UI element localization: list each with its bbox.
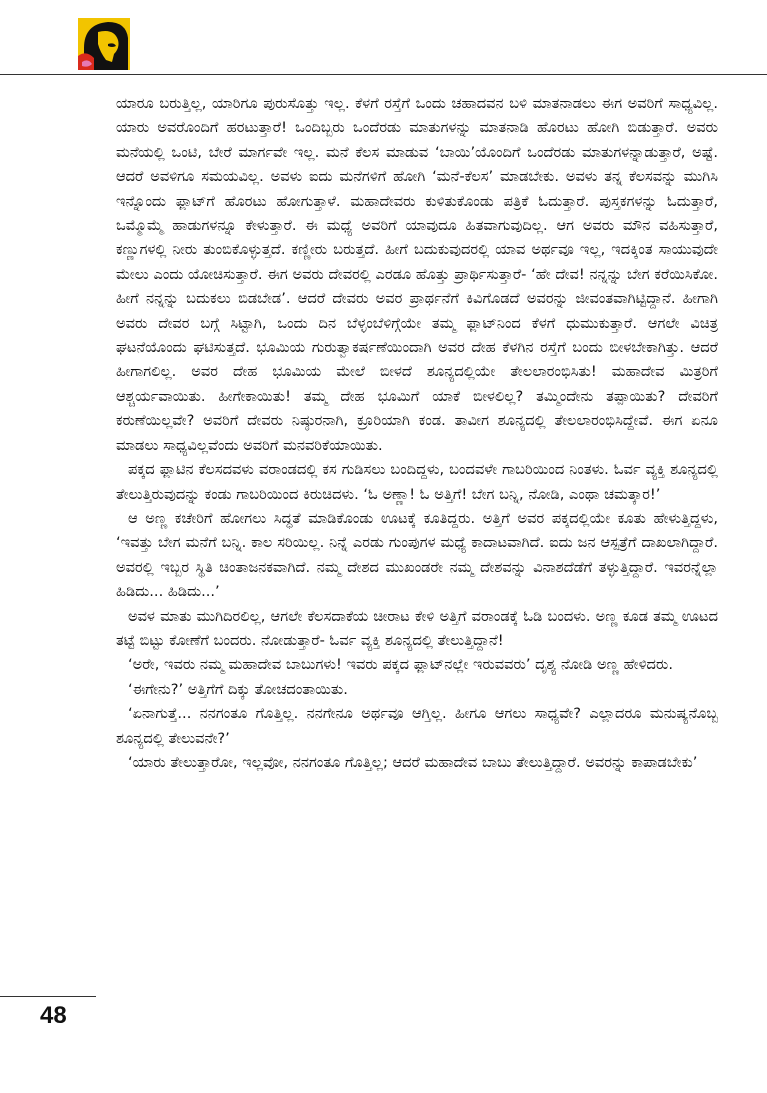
woman-profile-logo-icon <box>78 18 130 70</box>
article-paragraph: ಪಕ್ಕದ ಫ್ಲಾಟಿನ ಕೆಲಸದವಳು ವರಾಂಡದಲ್ಲಿ ಕಸ ಗುಡಿಸಲು ಬಂದಿದ್ದಳು, ಬಂದವಳೇ ಗಾಬರಿಯಿಂದ ನಿಂತಳು. ಓರ್ವ ವ್ಯಕ್ತಿ ಶೂನ್ಯದಲ್ಲಿ ತೇಲುತ್ತಿರುವುದನ್ನು ಕಂಡು ಗಾಬರಿಯಿಂದ ಕಿರುಚಿದಳು. ‘ಓ ಅಣ್ಣಾ! ಓ ಅತ್ತಿಗೆ! ಬೇಗ ಬನ್ನಿ, ನೋಡಿ, ಎಂಥಾ ಚಮತ್ಕಾರ!’ <box>116 461 718 503</box>
article-paragraph: ‘ಅರೇ, ಇವರು ನಮ್ಮ ಮಹಾದೇವ ಬಾಬುಗಳು! ಇವರು ಪಕ್ಕದ ಫ್ಲಾಟ್‌ನಲ್ಲೇ ಇರುವವರು’ ದೃಶ್ಯ ನೋಡಿ ಅಣ್ಣ ಹೇಳಿದರು. <box>128 656 673 674</box>
article-paragraph: ‘ಯಾರು ತೇಲುತ್ತಾರೋ, ಇಲ್ಲವೋ, ನನಗಂತೂ ಗೊತ್ತಿಲ್ಲ; ಆದರೆ ಮಹಾದೇವ ಬಾಬು ತೇಲುತ್ತಿದ್ದಾರೆ. ಅವರನ್ನು ಕಾಪಾಡಬೇಕು’ <box>128 753 698 771</box>
article-paragraph: ಆ ಅಣ್ಣ ಕಚೇರಿಗೆ ಹೋಗಲು ಸಿದ್ಧತೆ ಮಾಡಿಕೊಂಡು ಊಟಕ್ಕೆ ಕೂತಿದ್ದರು. ಅತ್ತಿಗೆ ಅವರ ಪಕ್ಕದಲ್ಲಿಯೇ ಕೂತು ಹೇಳುತ್ತಿದ್ದಳು, ‘ಇವತ್ತು ಬೇಗ ಮನೆಗೆ ಬನ್ನಿ. ಕಾಲ ಸರಿಯಿಲ್ಲ. ನಿನ್ನೆ ಎರಡು ಗುಂಪುಗಳ ಮಧ್ಯೆ ಕಾದಾಟವಾಗಿದೆ. ಐದು ಜನ ಆಸ್ಪತ್ರೆಗೆ ದಾಖಲಾಗಿದ್ದಾರೆ. ಅವರಲ್ಲಿ ಇಬ್ಬರ ಸ್ಥಿತಿ ಚಿಂತಾಜನಕವಾಗಿದೆ. ನಮ್ಮ ದೇಶದ ಮುಖಂಡರೇ ನಮ್ಮ ದೇಶವನ್ನು ವಿನಾಶದೆಡೆಗೆ ತಳ್ಳುತ್ತಿದ್ದಾರೆ. ಇವರನ್ನೆಲ್ಲಾ ಹಿಡಿದು... ಹಿಡಿದು...’ <box>116 509 718 601</box>
article-paragraph: ಯಾರೂ ಬರುತ್ತಿಲ್ಲ, ಯಾರಿಗೂ ಪುರುಸೊತ್ತು ಇಲ್ಲ. ಕೆಳಗೆ ರಸ್ತೆಗೆ ಒಂದು ಚಹಾದವನ ಬಳಿ ಮಾತನಾಡಲು ಈಗ ಅವರಿಗೆ ಸಾಧ್ಯವಿಲ್ಲ. ಯಾರು ಅವರೊಂದಿಗೆ ಹರಟುತ್ತಾರೆ! ಒಂದಿಬ್ಬರು ಒಂದೆರಡು ಮಾತುಗಳನ್ನು ಮಾತನಾಡಿ ಹೊರಟು ಹೋಗಿ ಬಿಡುತ್ತಾರೆ. ಅವರು ಮನೆಯಲ್ಲಿ ಒಂಟಿ, ಬೇರೆ ಮಾರ್ಗವೇ ಇಲ್ಲ. ಮನೆ ಕೆಲಸ ಮಾಡುವ ‘ಬಾಯಿ’ಯೊಂದಿಗೆ ಒಂದೆರಡು ಮಾತುಗಳನ್ನಾಡುತ್ತಾರೆ, ಅಷ್ಟೆ. ಆದರೆ ಅವಳಿಗೂ ಸಮಯವಿಲ್ಲ. ಅವಳು ಐದು ಮನೆಗಳಿಗೆ ಹೋಗಿ ‘ಮನೆ-ಕೆಲಸ’ ಮಾಡಬೇಕು. ಅವಳು ತನ್ನ ಕೆಲಸವನ್ನು ಮುಗಿಸಿ ಇನ್ನೊಂದು ಫ್ಲಾಟ್‌ಗೆ ಹೊರಟು ಹೋಗುತ್ತಾಳೆ. ಮಹಾದೇವರು ಕುಳಿತುಕೊಂಡು ಪತ್ರಿಕೆ ಓದುತ್ತಾರೆ. ಪುಸ್ತಕಗಳನ್ನು ಓದುತ್ತಾರೆ, ಒಮ್ಮೊಮ್ಮೆ ಹಾಡುಗಳನ್ನೂ ಕೇಳುತ್ತಾರೆ. ಈ ಮಧ್ಯೆ ಅವರಿಗೆ ಯಾವುದೂ ಹಿತವಾಗುವುದಿಲ್ಲ. ಆಗ ಅವರು ಮೌನ ವಹಿಸುತ್ತಾರೆ, ಕಣ್ಣುಗಳಲ್ಲಿ ನೀರು ತುಂಬಿಕೊಳ್ಳುತ್ತದೆ. ಕಣ್ಣೀರು ಬರುತ್ತದೆ. ಹೀಗೆ ಬದುಕುವುದರಲ್ಲಿ ಯಾವ ಅರ್ಥವೂ ಇಲ್ಲ, ಇದಕ್ಕಿಂತ ಸಾಯುವುದೇ ಮೇಲು ಎಂದು ಯೋಚಿಸುತ್ತಾರೆ. ಈಗ ಅವರು ದೇವರಲ್ಲಿ ಎರಡೂ ಹೊತ್ತು ಪ್ರಾರ್ಥಿಸುತ್ತಾರೆ- ‘ಹೇ ದೇವ! ನನ್ನನ್ನು ಬೇಗ ಕರೆಯಿಸಿಕೋ. ಹೀಗೆ ನನ್ನನ್ನು ಬದುಕಲು ಬಿಡಬೇಡ’. ಆದರೆ ದೇವರು ಅವರ ಪ್ರಾರ್ಥನೆಗೆ ಕಿವಿಗೊಡದೆ ಅವರನ್ನು ಜೀವಂತವಾಗಿಟ್ಟಿದ್ದಾನೆ. ಹೀಗಾಗಿ ಅವರು ದೇವರ ಬಗ್ಗೆ ಸಿಟ್ಟಾಗಿ, ಒಂದು ದಿನ ಬೆಳ್ಳಂಬೆಳಿಗ್ಗೆಯೇ ತಮ್ಮ ಫ್ಲಾಟ್‌ನಿಂದ ಕೆಳಗೆ ಧುಮುಕುತ್ತಾರೆ. ಆಗಲೇ ವಿಚಿತ್ರ ಘಟನೆಯೊಂದು ಘಟಿಸುತ್ತದೆ. ಭೂಮಿಯ ಗುರುತ್ವಾಕರ್ಷಣೆಯಿಂದಾಗಿ ಅವರ ದೇಹ ಕೆಳಗಿನ ರಸ್ತೆಗೆ ಬಂದು ಬೀಳಬೇಕಾಗಿತ್ತು. ಆದರೆ ಹೀಗಾಗಲಿಲ್ಲ. ಅವರ ದೇಹ ಭೂಮಿಯ ಮೇಲೆ ಬೀಳದೆ ಶೂನ್ಯದಲ್ಲಿಯೇ ತೇಲಲಾರಂಭಿಸಿತು! ಮಹಾದೇವ ಮಿತ್ರರಿಗೆ ಆಶ್ಚರ್ಯವಾಯಿತು. ಹೀಗೇಕಾಯಿತು! ತಮ್ಮ ದೇಹ ಭೂಮಿಗೆ ಯಾಕೆ ಬೀಳಲಿಲ್ಲ? ತಮ್ಮಿಂದೇನು ತಪ್ಪಾಯಿತು? ದೇವರಿಗೆ ಕರುಣೆಯಿಲ್ಲವೇ? ಅವರಿಗೆ ದೇವರು ನಿಷ್ಠುರನಾಗಿ, ಕ್ರೂರಿಯಾಗಿ ಕಂಡ. ತಾವೀಗ ಶೂನ್ಯದಲ್ಲಿ ತೇಲಲಾರಂಭಿಸಿದ್ದೇವೆ. ಈಗ ಏನೂ ಮಾಡಲು ಸಾಧ್ಯವಿಲ್ಲವೆಂದು ಅವರಿಗೆ ಮನವರಿಕೆಯಾಯಿತು. <box>116 95 718 454</box>
footer-rule <box>0 996 96 997</box>
article-paragraph: ಅವಳ ಮಾತು ಮುಗಿದಿರಲಿಲ್ಲ, ಆಗಲೇ ಕೆಲಸದಾಕೆಯ ಚೀರಾಟ ಕೇಳಿ ಅತ್ತಿಗೆ ವರಾಂಡಕ್ಕೆ ಓಡಿ ಬಂದಳು. ಅಣ್ಣ ಕೂಡ ತಮ್ಮ ಊಟದ ತಟ್ಟೆ ಬಿಟ್ಟು ಕೋಣೆಗೆ ಬಂದರು. ನೋಡುತ್ತಾರೆ- ಓರ್ವ ವ್ಯಕ್ತಿ ಶೂನ್ಯದಲ್ಲಿ ತೇಲುತ್ತಿದ್ದಾನೆ! <box>116 607 718 649</box>
article-body <box>116 92 718 775</box>
header-rule <box>0 74 767 75</box>
article-paragraph: ‘ಈಗೇನು?’ ಅತ್ತಿಗೆಗೆ ದಿಕ್ಕು ತೋಚದಂತಾಯಿತು. <box>128 680 348 698</box>
page-number: 48 <box>40 1002 67 1029</box>
article-paragraph: ‘ಏನಾಗುತ್ತೆ... ನನಗಂತೂ ಗೊತ್ತಿಲ್ಲ. ನನಗೇನೂ ಅರ್ಥವೂ ಆಗ್ತಿಲ್ಲ. ಹೀಗೂ ಆಗಲು ಸಾಧ್ಯವೇ? ಎಲ್ಲಾದರೂ ಮನುಷ್ಯನೊಬ್ಬ ಶೂನ್ಯದಲ್ಲಿ ತೇಲುವನೇ?’ <box>116 705 718 747</box>
